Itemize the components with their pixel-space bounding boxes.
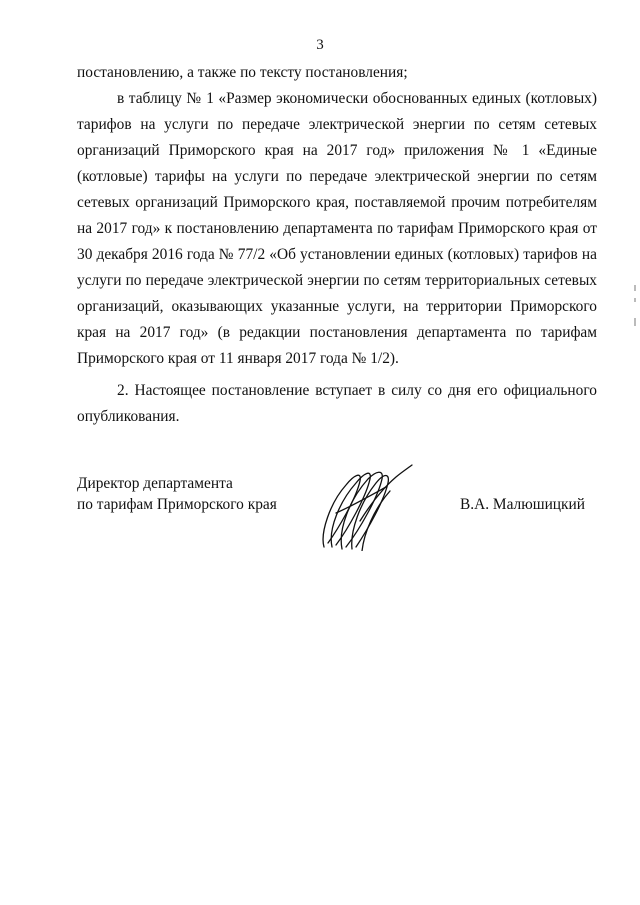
signatory-name: В.А. Малюшицкий (459, 496, 585, 513)
signature-block (77, 473, 597, 553)
page-number: 3 (316, 37, 324, 53)
signatory-title-line2: по тарифам Приморского края (77, 496, 277, 513)
handwritten-signature (316, 463, 416, 551)
signatory-title-line1: Директор департамента (77, 475, 233, 492)
paragraph-table-amendment: в таблицу № 1 «Размер экономически обоснованных единых (котловых) тарифов на услуги по передаче электрической энергии по сетям сетевых организаций Приморского края на 2017 год» приложения № 1 «Единые (котловые) тарифы на услуги по передаче электрической энергии по сетям сетевых организаций Приморского края, поставляемой прочим потребителям на 2017 год» к постановлению департамента по тарифам Приморского края от 30 декабря 2016 года № 77/2 «Об установлении единых (котловых) тарифов на услуги по передаче электрической энергии по сетям территориальных сетевых организаций, оказывающих указанные услуги, на территории Приморского края на 2017 год» (в редакции постановления департамента по тарифам Приморского края от 11 января 2017 года № 1/2). (77, 90, 597, 367)
scan-artifact-mark (634, 318, 636, 326)
signatory-title (77, 473, 277, 515)
document-body (77, 60, 597, 430)
scan-artifact-mark (634, 285, 636, 291)
paragraph-continuation: постановлению, а также по тексту постановления; (77, 64, 408, 81)
scan-artifact-mark (634, 298, 636, 302)
paragraph-effective-date: 2. Настоящее постановление вступает в силу со дня его официального опубликования. (77, 382, 597, 425)
